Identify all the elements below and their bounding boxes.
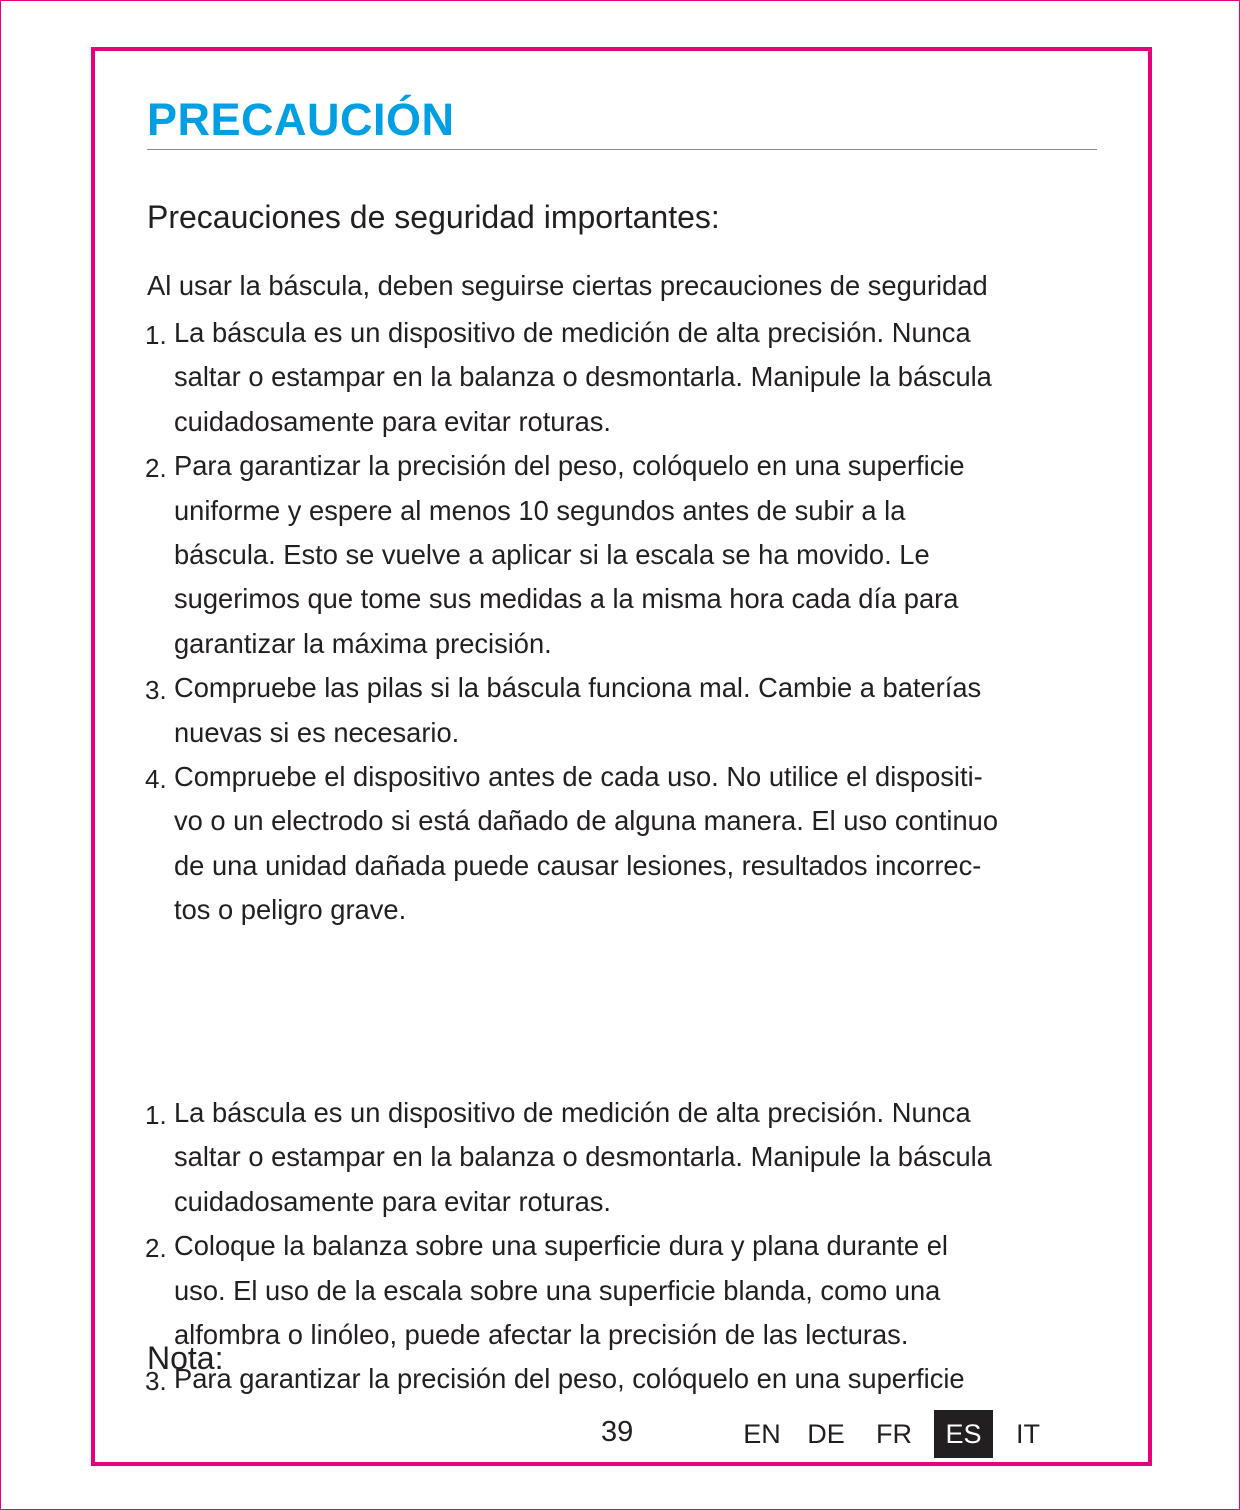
item-line: Coloque la balanza sobre una superficie dura y plana durante el: [174, 1230, 948, 1262]
item-line: uso. El uso de la escala sobre una superficie blanda, como una: [174, 1274, 941, 1306]
note-list: [145, 1091, 992, 1402]
item-line: tos o peligro grave.: [174, 894, 407, 926]
item-line: Para garantizar la precisión del peso, colóquelo en una superficie: [174, 1363, 965, 1395]
safety-heading: Precauciones de seguridad importantes:: [147, 199, 720, 235]
safety-item-4: [145, 755, 998, 933]
safety-list: [145, 311, 998, 933]
note-item-3: [145, 1357, 992, 1401]
page-footer: [0, 1408, 1240, 1458]
lang-tab-en[interactable]: EN: [743, 1419, 781, 1449]
safety-intro: Al usar la báscula, deben seguirse ciertas precauciones de seguridad: [147, 270, 988, 301]
note-heading: Nota:: [147, 1340, 224, 1376]
item-line: Para garantizar la precisión del peso, colóquelo en una superficie: [174, 450, 965, 482]
item-line: La báscula es un dispositivo de medición de alta precisión. Nunca: [174, 1097, 971, 1128]
page-title: PRECAUCIÓN: [147, 94, 455, 145]
item-line: de una unidad dañada puede causar lesiones, resultados incorrec-: [174, 849, 982, 881]
item-line: Compruebe las pilas si la báscula funciona mal. Cambie a baterías: [174, 672, 982, 704]
item-line: saltar o estampar en la balanza o desmontarla. Manipule la báscula: [174, 361, 992, 393]
item-line: cuidadosamente para evitar roturas.: [174, 405, 611, 437]
item-number: 2.: [145, 1233, 167, 1264]
item-number: 1.: [145, 1100, 167, 1130]
title-divider: [147, 149, 1097, 150]
item-line: Compruebe el dispositivo antes de cada uso. No utilice el dispositi-: [174, 761, 983, 793]
item-line: alfombra o linóleo, puede afectar la precisión de las lecturas.: [174, 1319, 909, 1351]
item-number: 1.: [145, 320, 167, 350]
item-line: cuidadosamente para evitar roturas.: [174, 1185, 611, 1217]
safety-item-1: [145, 311, 998, 444]
item-line: garantizar la máxima precisión.: [174, 627, 552, 659]
item-line: sugerimos que tome sus medidas a la misma hora cada día para: [174, 583, 959, 615]
item-line: vo o un electrodo si está dañado de alguna manera. El uso continuo: [174, 805, 999, 837]
item-number: 2.: [145, 453, 167, 484]
item-line: La báscula es un dispositivo de medición de alta precisión. Nunca: [174, 317, 971, 348]
note-item-1: [145, 1091, 992, 1224]
safety-item-3: [145, 666, 998, 755]
item-line: báscula. Esto se vuelve a aplicar si la escala se ha movido. Le: [174, 539, 930, 571]
lang-tab-fr[interactable]: FR: [876, 1419, 912, 1449]
lang-tab-it[interactable]: IT: [1016, 1419, 1040, 1449]
safety-item-2: [145, 444, 998, 666]
note-item-2: [145, 1224, 992, 1357]
page-number: 39: [601, 1416, 634, 1448]
lang-tab-de[interactable]: DE: [807, 1419, 845, 1449]
item-number: 3.: [145, 675, 167, 706]
item-line: saltar o estampar en la balanza o desmontarla. Manipule la báscula: [174, 1141, 992, 1173]
lang-tab-es[interactable]: ES: [934, 1410, 993, 1458]
item-line: nuevas si es necesario.: [174, 716, 460, 748]
item-number: 3.: [145, 1366, 167, 1397]
item-line: uniforme y espere al menos 10 segundos antes de subir a la: [174, 494, 906, 526]
item-number: 4.: [145, 764, 167, 795]
